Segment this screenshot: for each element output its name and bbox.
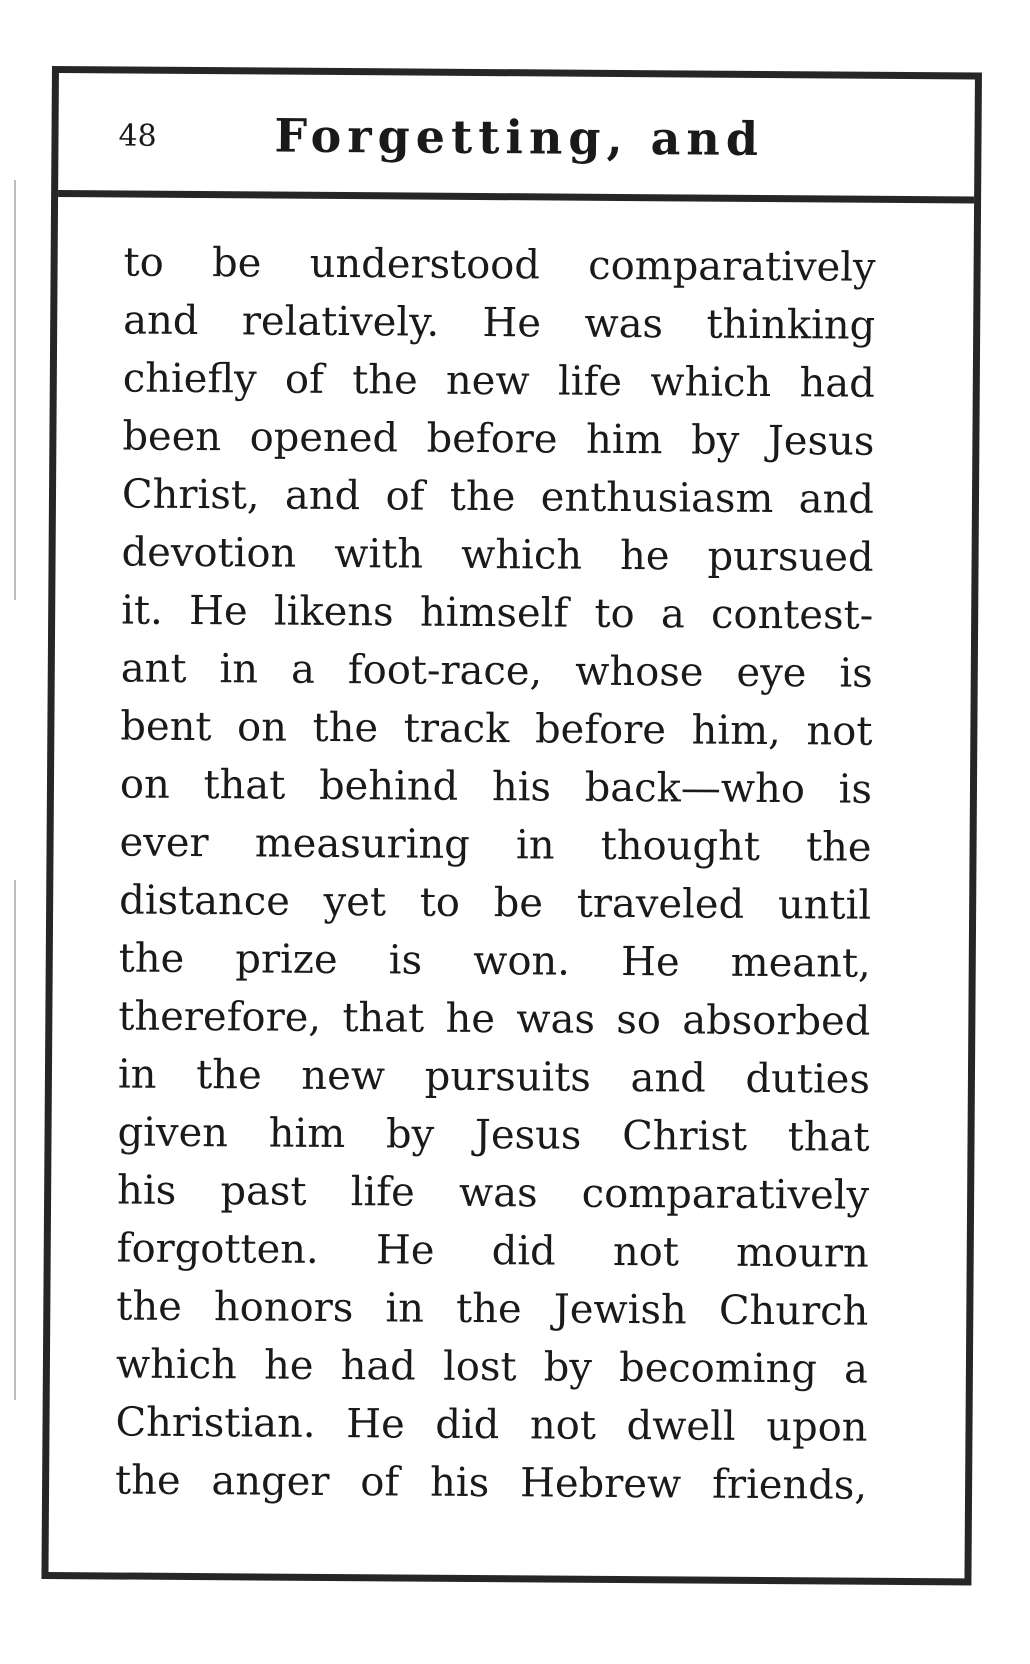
text-line: ant in a foot-race, whose eye is [120,645,873,697]
running-head: Forgetting, and [274,108,765,166]
text-line: ever measuring in thought the [119,819,872,871]
text-line: chiefly of the new life which had [122,355,875,407]
text-line: Christian. He did not dwell upon [115,1399,868,1451]
text-line: been opened before him by Jesus [122,413,875,465]
text-line: the honors in the Jewish Church [116,1283,869,1335]
text-line: the anger of his Hebrew friends, [114,1457,868,1509]
text-line: his past life was comparatively [116,1167,870,1219]
gutter-mark [14,180,16,600]
text-line: in the new pursuits and duties [117,1051,871,1103]
page-header [58,73,975,203]
page-frame [41,66,982,1585]
text-line: on that behind his back—who is [119,761,873,813]
text-line: which he had lost by becoming a [115,1341,869,1393]
text-line: distance yet to be traveled until [119,877,872,929]
text-line: given him by Jesus Christ that [117,1109,870,1161]
text-line: therefore, that he was so absorbed [118,993,871,1045]
text-line: to be understood comparatively [123,239,876,291]
text-line: and relatively. He was thinking [123,297,876,349]
text-line: the prize is won. He meant, [118,935,871,987]
text-line: bent on the track before him, not [120,703,873,755]
gutter-mark [14,880,16,1400]
text-line: devotion with which he pursued [121,529,874,581]
text-line: it. He likens himself to a contest- [121,587,874,639]
page-number: 48 [118,118,157,154]
body-text [115,234,876,1515]
text-line: Christ, and of the enthusiasm and [121,471,875,523]
text-line: forgotten. He did not mourn [116,1225,869,1277]
